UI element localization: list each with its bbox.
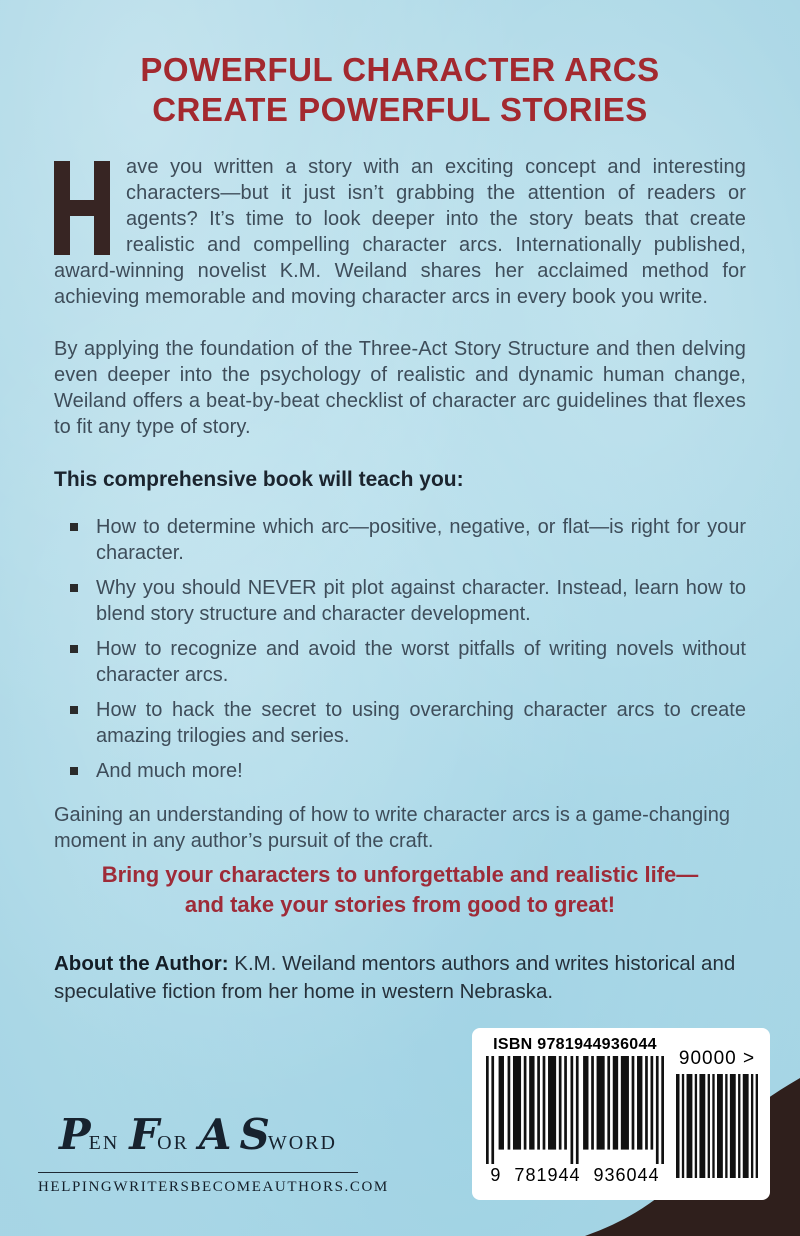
- intro-text: ave you written a story with an exciting concept and interesting characters—but it just isn’t grabbing the attention of readers or agents? It’s time to look deeper into the story beats that create realistic and compelling character arcs. Internationally published, award-winning novelist K.M. Weiland shares her acclaimed method for achieving memorable and moving character arcs in every book you write.: [54, 156, 746, 308]
- page-title: [54, 50, 746, 130]
- about-the-author: [54, 950, 746, 1006]
- title-line-2: CREATE POWERFUL STORIES: [152, 91, 648, 128]
- publisher-website: HELPINGWRITERSBECOMEAUTHORS.COM: [38, 1179, 389, 1195]
- cta-line-1: Bring your characters to unforgettable and realistic life—: [101, 862, 699, 887]
- logo-initial: P: [59, 1110, 89, 1159]
- list-item: [70, 697, 746, 749]
- about-label: About the Author:: [54, 952, 229, 975]
- publisher-logo: [38, 1110, 389, 1196]
- isbn-label: ISBN 9781944936044: [493, 1036, 657, 1053]
- list-item: [70, 758, 746, 784]
- list-item-text: How to hack the secret to using overarching character arcs to create amazing trilogies and series.: [96, 699, 746, 747]
- logo-word: [59, 1110, 119, 1170]
- teach-heading: This comprehensive book will teach you:: [54, 468, 464, 491]
- logo-word: [129, 1110, 189, 1170]
- list-item-text: And much more!: [96, 760, 243, 782]
- logo-initial: S: [239, 1110, 268, 1159]
- isbn-barcode-box: [472, 1028, 770, 1200]
- dropcap-letter-h: [54, 161, 110, 255]
- structure-paragraph: By applying the foundation of the Three-Act Story Structure and then delving even deeper into the psychology of realistic and dynamic human change, Weiland offers a beat-by-beat checklist of character arc guidelines that flexes to fit any type of story.: [54, 338, 746, 438]
- ean5-supplement-barcode-graphic: [676, 1074, 758, 1178]
- intro-paragraph: [54, 154, 746, 310]
- price-code: 90000 >: [678, 1048, 756, 1069]
- logo-rest: OR: [157, 1132, 189, 1154]
- list-item-text: How to determine which arc—positive, negative, or flat—is right for your character.: [96, 516, 746, 564]
- publisher-logo-words: [38, 1110, 358, 1170]
- list-item-text: How to recognize and avoid the worst pitfalls of writing novels without character arcs.: [96, 638, 746, 686]
- barcode-digits: 9 781944 936044: [490, 1165, 660, 1185]
- dropcap-crossbar: [70, 200, 94, 216]
- back-cover-content: [0, 50, 800, 854]
- list-item-text: Why you should NEVER pit plot against character. Instead, learn how to blend story structure and character development.: [96, 577, 746, 625]
- list-item: [70, 636, 746, 688]
- logo-initial: A: [198, 1110, 230, 1159]
- ean13-barcode-graphic: [486, 1056, 664, 1164]
- logo-divider: [38, 1172, 358, 1173]
- closing-paragraph: Gaining an understanding of how to write character arcs is a game-changing moment in any author’s pursuit of the craft.: [54, 804, 730, 852]
- logo-rest: EN: [88, 1132, 120, 1154]
- teach-list: [54, 514, 746, 784]
- call-to-action: [54, 860, 746, 920]
- list-item: [70, 575, 746, 627]
- title-line-1: POWERFUL CHARACTER ARCS: [140, 51, 660, 88]
- logo-initial: F: [129, 1110, 158, 1159]
- logo-word: [199, 1110, 230, 1170]
- about-text: K.M. Weiland mentors authors and writes historical and speculative fiction from her home in western Nebraska.: [54, 952, 736, 1003]
- cta-line-2: and take your stories from good to great!: [184, 892, 616, 917]
- barcode-main-column: [486, 1036, 664, 1194]
- list-item: [70, 514, 746, 566]
- logo-word: [240, 1110, 337, 1170]
- barcode-supplement-column: [676, 1036, 758, 1194]
- logo-rest: WORD: [267, 1132, 337, 1154]
